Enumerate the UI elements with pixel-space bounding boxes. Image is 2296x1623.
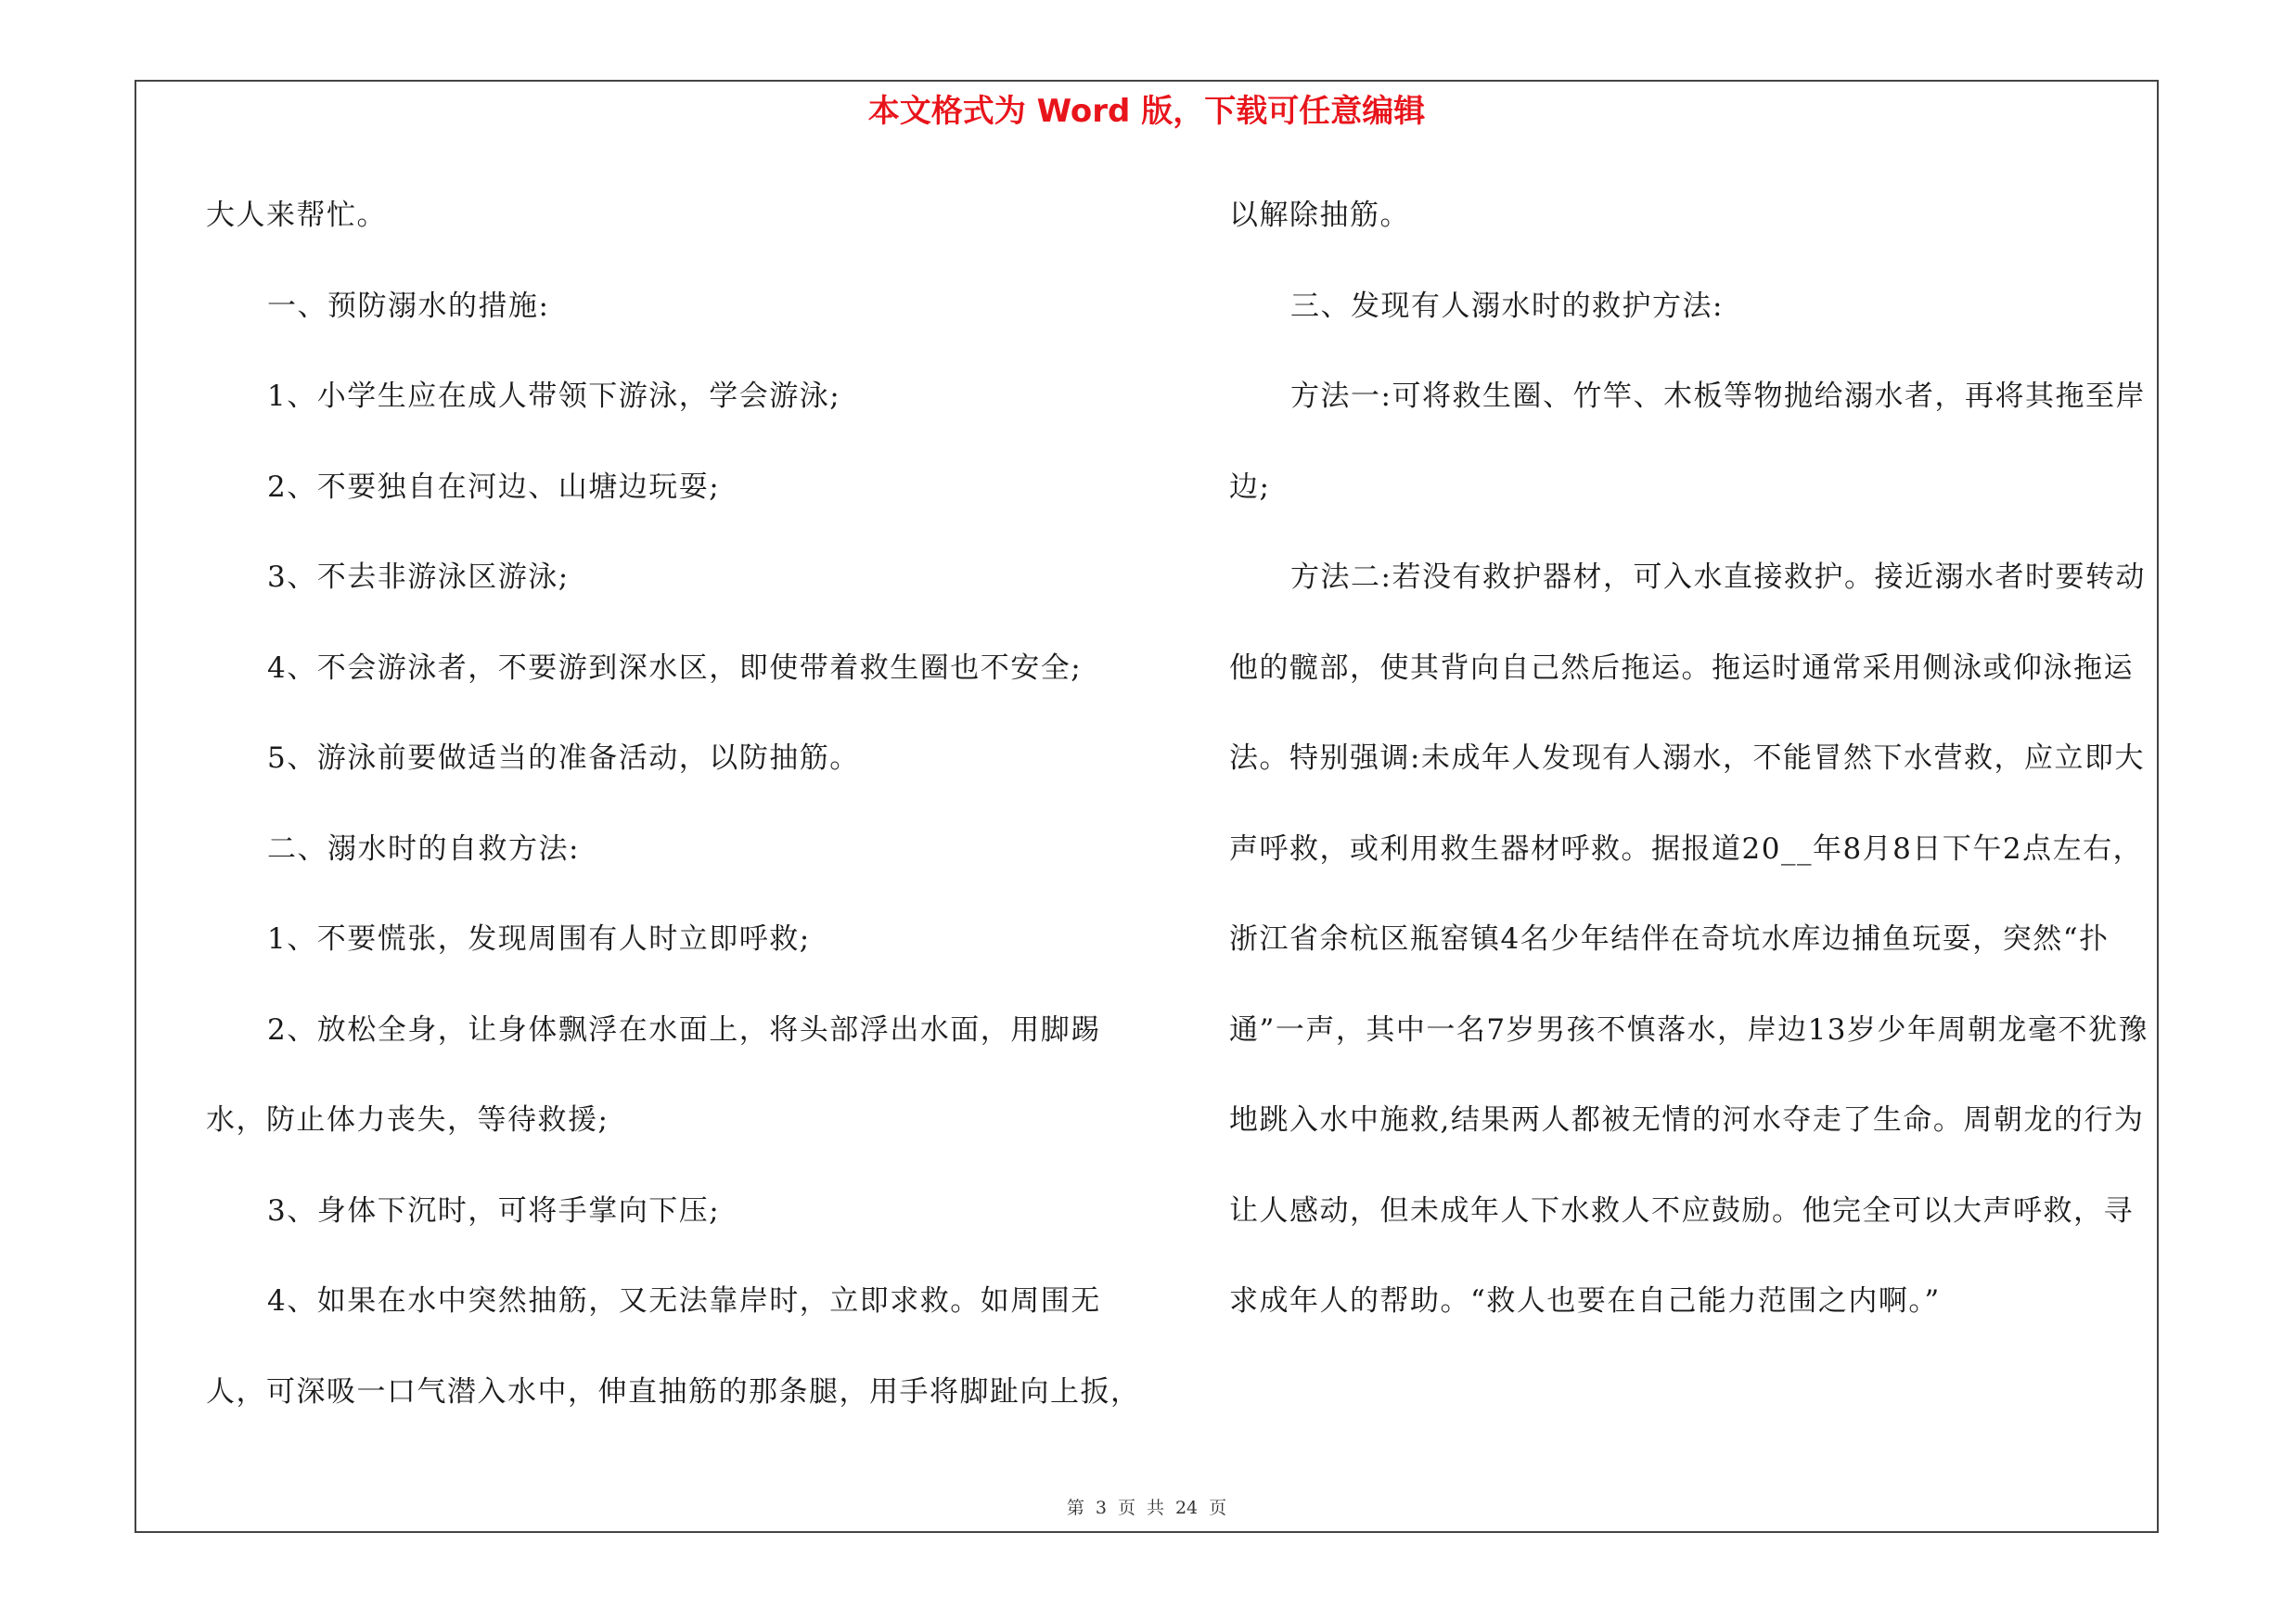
list-item: 1、不要慌张，发现周围有人时立即呼救; [267, 922, 811, 956]
page-label: 第 [1066, 1498, 1084, 1518]
paragraph: 方法一:可将救生圈、竹竿、木板等物抛给溺水者，再将其拖至岸边; [1229, 380, 2146, 504]
paragraph: 以解除抽筋。 [1229, 199, 1410, 232]
list-item: 2、放松全身，让身体飘浮在水面上，将头部浮出水面，用脚踢水，防止体力丧失，等待救援; [206, 1012, 1101, 1137]
total-pages: 24 [1174, 1498, 1199, 1518]
right-column [1229, 171, 2157, 1347]
list-item: 4、不会游泳者，不要游到深水区，即使带着救生圈也不安全; [267, 650, 1083, 685]
list-item: 3、身体下沉时，可将手掌向下压; [267, 1193, 721, 1228]
paragraph: 方法二:若没有救护器材，可入水直接救护。接近溺水者时要转动他的髋部，使其背向自己然后拖运。拖运时通常采用侧泳或仰泳拖运法。特别强调:未成年人发现有人溺水，不能冒然下水营救，应立即大声呼救，或利用救生器材呼救。据报道20__年8月8日下午2点左右，浙江省余杭区瓶窑镇4名少年结伴在奇坑水库边捕鱼玩耍，突然“扑通”一声，其中一名7岁男孩不慎落水，岸边13岁少年周朝龙毫不犹豫地跳入水中施救,结果两人都被无情的河水夺走了生命。周朝龙的行为让人感动，但未成年人下水救人不应鼓励。他完全可以大声呼救，寻求成年人的帮助。“救人也要在自己能力范围之内啊。” [1229, 560, 2149, 1318]
list-item: 3、不去非游泳区游泳; [267, 560, 570, 594]
page-number [136, 1494, 2157, 1519]
page-frame [135, 80, 2159, 1533]
section-heading: 一、预防溺水的措施: [267, 289, 550, 323]
list-item: 4、如果在水中突然抽筋，又无法靠岸时，立即求救。如周围无人，可深吸一口气潜入水中，伸直抽筋的那条腿，用手将脚趾向上扳， [206, 1284, 1141, 1409]
list-item: 1、小学生应在成人带领下游泳，学会游泳; [267, 380, 841, 413]
left-column [206, 171, 1152, 1437]
list-item: 2、不要独自在河边、山塘边玩耍; [267, 470, 721, 504]
section-heading: 二、溺水时的自救方法: [267, 831, 580, 866]
total-unit: 页 [1209, 1498, 1227, 1518]
current-page: 3 [1095, 1498, 1107, 1518]
section-heading: 三、发现有人溺水时的救护方法: [1290, 289, 1724, 323]
list-item: 5、游泳前要做适当的准备活动，以防抽筋。 [267, 741, 860, 775]
format-banner: 本文格式为 Word 版，下载可任意编辑 [867, 93, 1426, 130]
total-label: 共 [1146, 1498, 1164, 1518]
page-unit: 页 [1117, 1498, 1135, 1518]
paragraph: 大人来帮忙。 [206, 199, 387, 232]
